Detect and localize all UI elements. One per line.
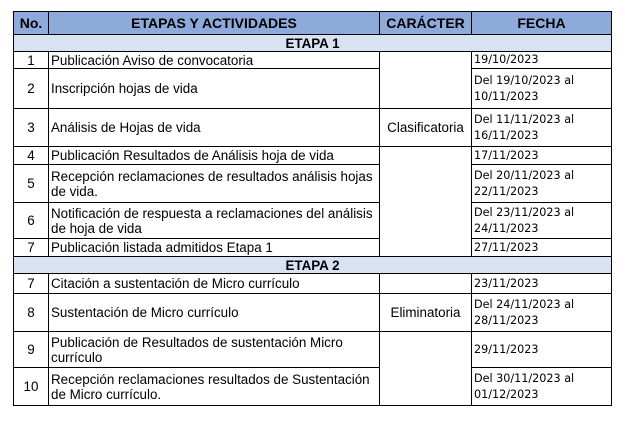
table-row [14,109,612,147]
row-activity: Análisis de Hojas de vida [49,109,380,147]
row-number: 4 [14,147,49,165]
row-date: 19/10/2023 [472,52,612,69]
row-activity: Citación a sustentación de Micro currículo [49,274,380,294]
row-character: Eliminatoria [380,294,472,332]
row-date: Del 11/11/2023 al 16/11/2023 [472,109,612,147]
row-character: Clasificatoria [380,109,472,147]
header-caracter: CARÁCTER [380,12,472,35]
row-date: 23/11/2023 [472,274,612,294]
row-number: 7 [14,239,49,257]
row-number: 9 [14,332,49,368]
stage-1-row [14,35,612,52]
stage-2-row [14,257,612,274]
header-row [14,12,612,35]
row-date: Del 20/11/2023 al 22/11/2023 [472,165,612,203]
row-activity: Recepción reclamaciones de resultados análisis hojas de vida. [49,165,380,203]
row-date: Del 23/11/2023 al 24/11/2023 [472,203,612,239]
row-date: Del 30/11/2023 al 01/12/2023 [472,368,612,406]
schedule-table-wrapper [13,11,612,406]
table-row [14,147,612,165]
table-row [14,203,612,239]
row-activity: Publicación Resultados de Análisis hoja de vida [49,147,380,165]
row-activity: Notificación de respuesta a reclamaciones del análisis de hoja de vida [49,203,380,239]
row-date: 27/11/2023 [472,239,612,257]
header-no: No. [14,12,49,35]
row-number: 5 [14,165,49,203]
row-character-empty [380,52,472,109]
row-activity: Publicación Aviso de convocatoria [49,52,380,69]
row-character-empty [380,332,472,406]
stage-1-title: ETAPA 1 [14,35,612,52]
row-number: 1 [14,52,49,69]
row-date: Del 19/10/2023 al 10/11/2023 [472,69,612,109]
stage-2-title: ETAPA 2 [14,257,612,274]
header-etapas: ETAPAS Y ACTIVIDADES [49,12,380,35]
row-number: 8 [14,294,49,332]
table-row [14,52,612,69]
table-row [14,69,612,109]
row-number: 10 [14,368,49,406]
row-number: 3 [14,109,49,147]
row-activity: Publicación listada admitidos Etapa 1 [49,239,380,257]
table-row [14,274,612,294]
table-row [14,294,612,332]
row-activity: Inscripción hojas de vida [49,69,380,109]
row-character-empty [380,147,472,257]
row-number: 6 [14,203,49,239]
table-row [14,332,612,368]
row-activity: Recepción reclamaciones resultados de Sustentación de Micro currículo. [49,368,380,406]
row-character-empty [380,274,472,294]
row-date: Del 24/11/2023 al 28/11/2023 [472,294,612,332]
row-number: 7 [14,274,49,294]
row-date: 17/11/2023 [472,147,612,165]
row-number: 2 [14,69,49,109]
schedule-table [13,11,612,406]
row-date: 29/11/2023 [472,332,612,368]
table-row [14,368,612,406]
table-row [14,165,612,203]
row-activity: Publicación de Resultados de sustentación Micro currículo [49,332,380,368]
table-row [14,239,612,257]
header-fecha: FECHA [472,12,612,35]
row-activity: Sustentación de Micro currículo [49,294,380,332]
